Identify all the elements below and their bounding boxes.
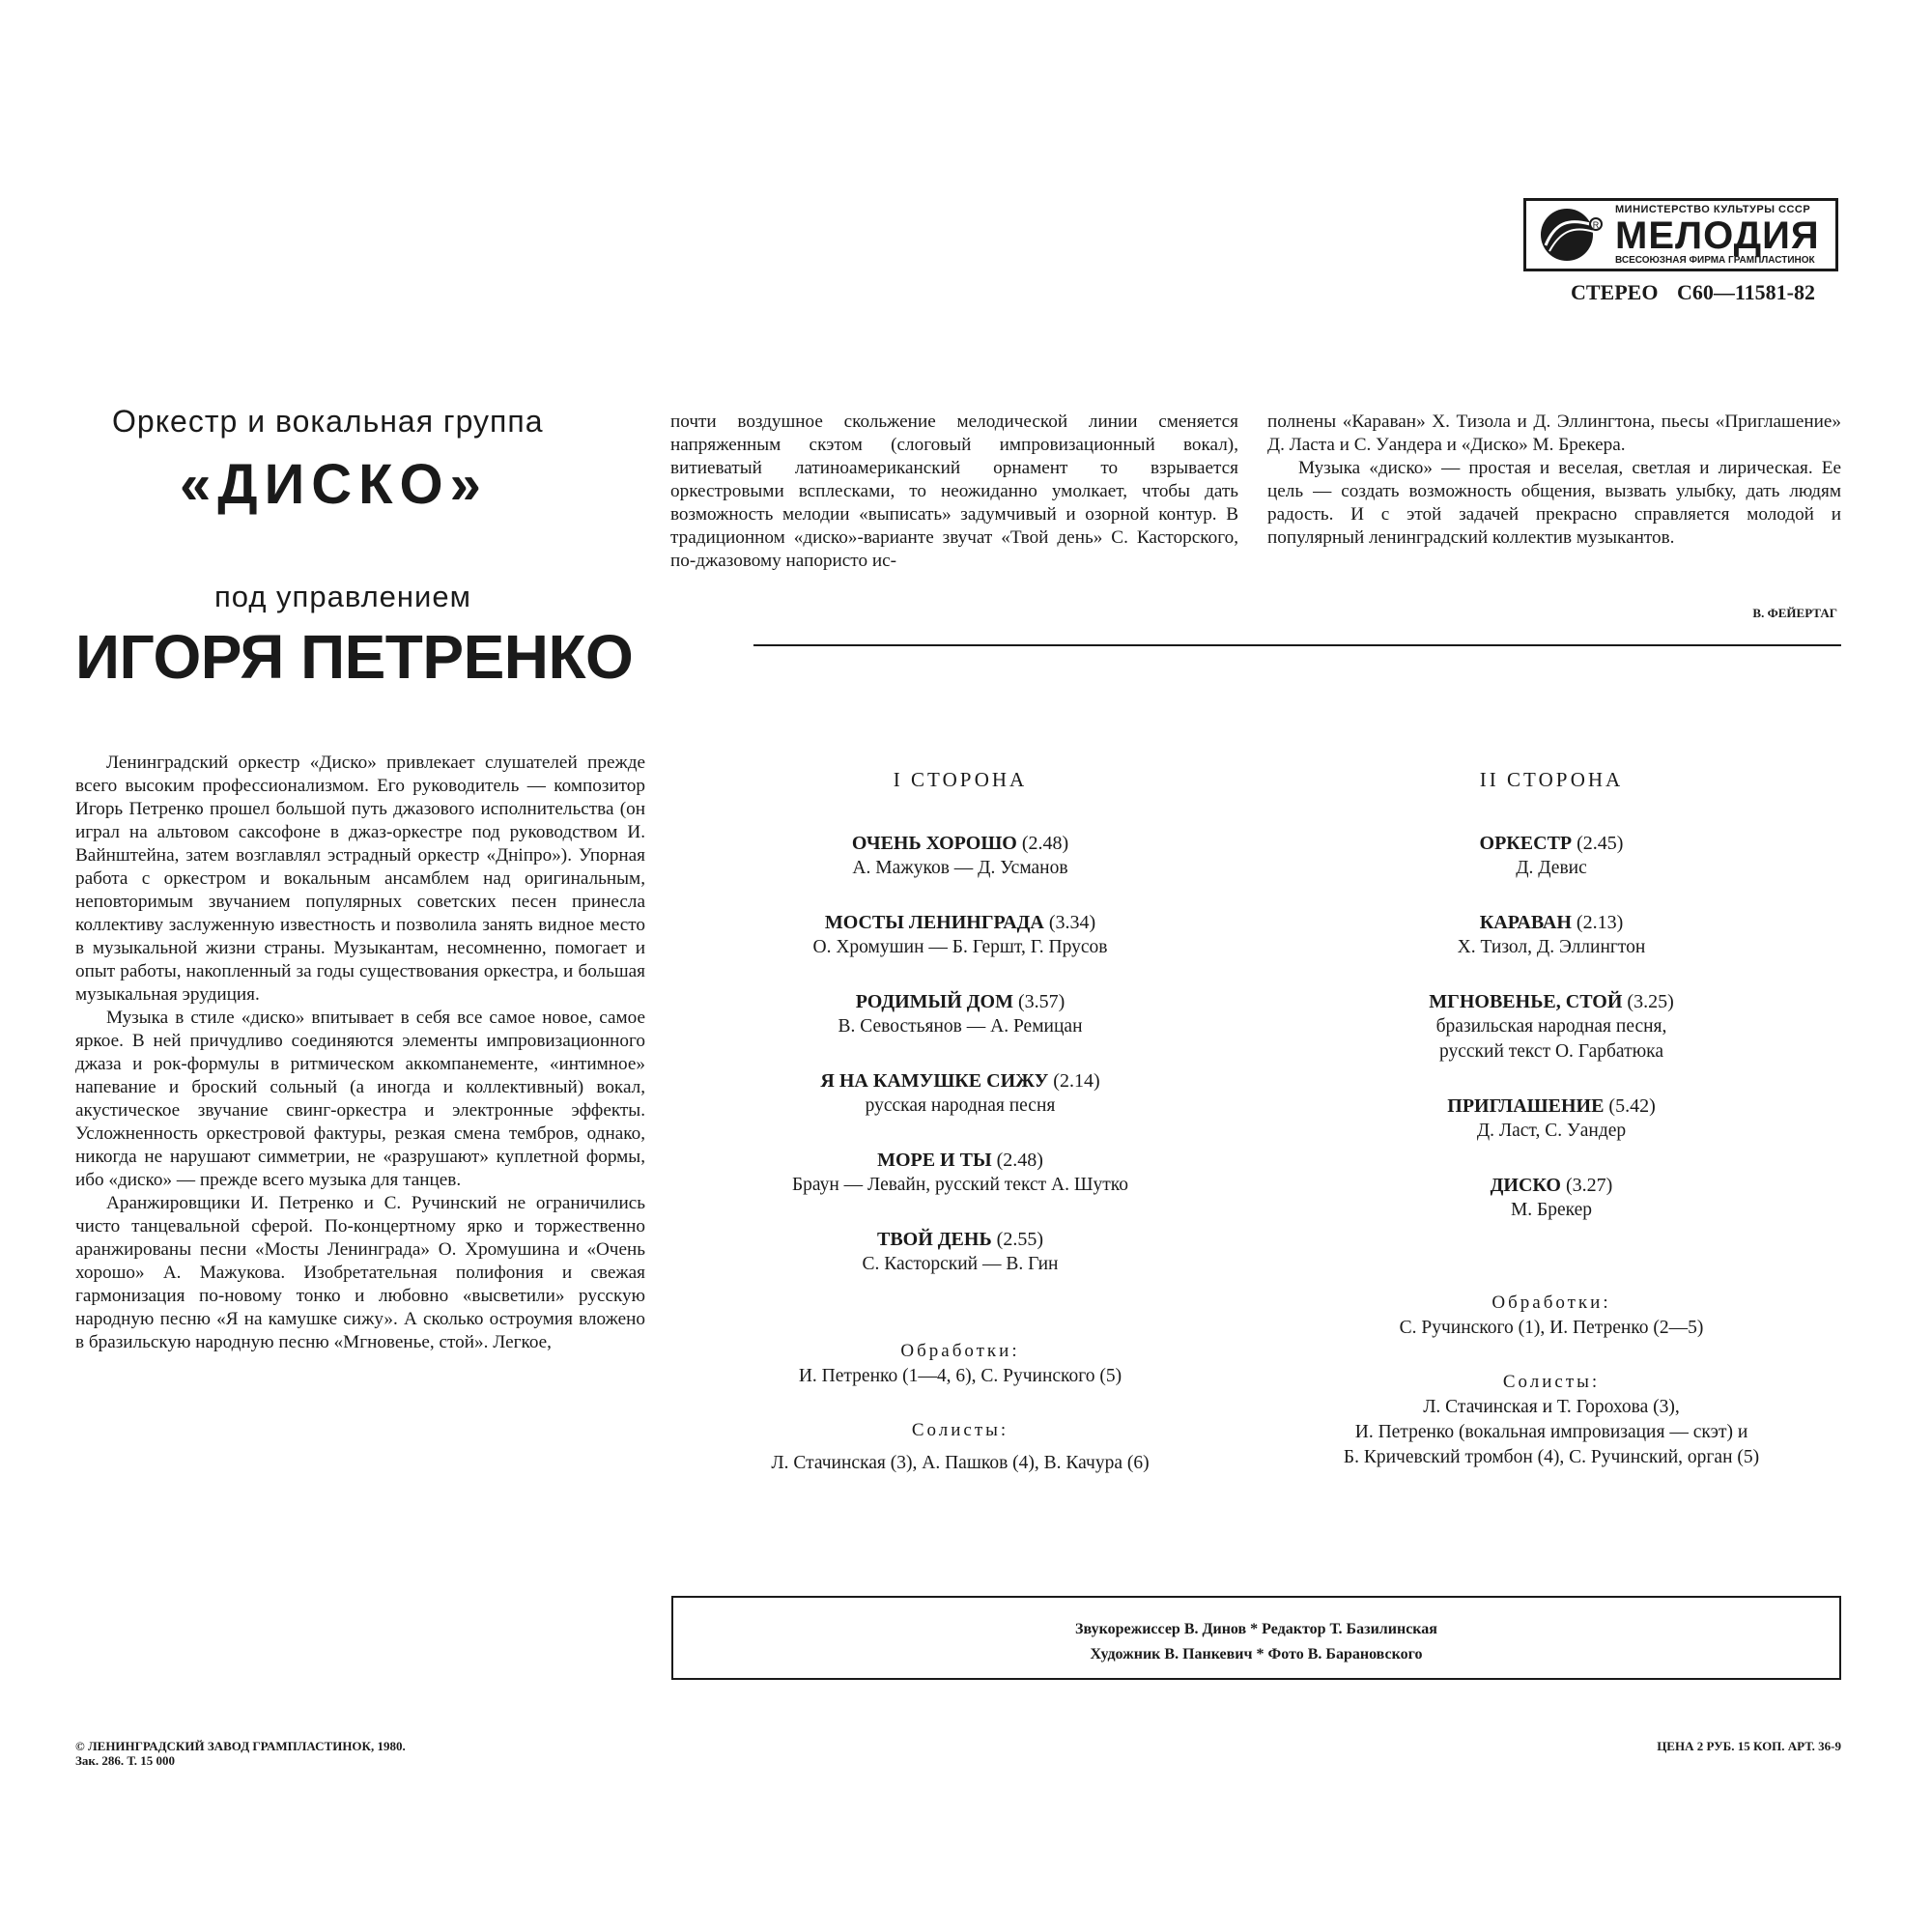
logo-ministry: МИНИСТЕРСТВО КУЛЬТУРЫ СССР	[1615, 203, 1811, 215]
track-credit: русский текст О. Гарбатюка	[1438, 1041, 1663, 1062]
track-title: ПРИГЛАШЕНИЕ	[1447, 1095, 1605, 1117]
logo-name: МЕЛОДИЯ	[1615, 213, 1820, 257]
order-number: Зак. 286. Т. 15 000	[75, 1753, 175, 1768]
track	[670, 1068, 1250, 1119]
track-credit: М. Брекер	[1510, 1200, 1593, 1220]
conductor-name: ИГОРЯ ПЕТРЕНКО	[75, 622, 634, 692]
track-time: (2.48)	[1021, 833, 1069, 854]
track-credit: Д. Девис	[1516, 858, 1587, 878]
track-credit: Браун — Левайн, русский текст А. Шутко	[791, 1175, 1129, 1195]
track	[670, 1227, 1250, 1277]
divider	[753, 644, 1841, 646]
liner-paragraph: Музыка «диско» — простая и веселая, светлая и лирическая. Ее цель — создать возможность общения, вызвать улыбку, дать людям радость. И с этой задачей прекрасно справляется молодой и популярный ленинградский коллектив музыкантов.	[1267, 458, 1841, 548]
track-title: ТВОЙ ДЕНЬ	[877, 1229, 992, 1250]
track-time: (3.25)	[1627, 991, 1674, 1012]
track	[1262, 1173, 1841, 1223]
copyright: © ЛЕНИНГРАДСКИЙ ЗАВОД ГРАМПЛАСТИНОК, 1980.	[75, 1739, 406, 1753]
track-time: (5.42)	[1608, 1095, 1656, 1117]
svg-text:R: R	[1592, 220, 1600, 230]
title-under: под управлением	[214, 580, 471, 613]
catalog-number: С60—11581-82	[1676, 280, 1815, 304]
track	[1262, 831, 1841, 881]
liner-notes-right	[1267, 411, 1841, 550]
soloists: Л. Стачинская и Т. Горохова (3),	[1423, 1397, 1680, 1417]
track-credit: А. Мажуков — Д. Усманов	[852, 858, 1068, 878]
footer-left	[75, 1739, 406, 1768]
catalog-info	[1571, 280, 1815, 305]
soloists: Б. Кричевский тромбон (4), С. Ручинский, орган (5)	[1343, 1447, 1760, 1467]
liner-notes-middle	[670, 411, 1238, 573]
melodiya-logo	[1523, 198, 1838, 271]
track	[670, 1148, 1250, 1198]
track-title: МГНОВЕНЬЕ, СТОЙ	[1429, 991, 1623, 1012]
liner-paragraph: Ленинградский оркестр «Диско» привлекает слушателей прежде всего высоким профессионализмом. Его руководитель — композитор Игорь Петренко прошел большой путь джазового исполнительства (он играл на альтовом саксофоне в джаз-оркестре под руководством И. Вайнштейна, затем возглавлял эстрадный оркестр «Дніпро»). Упорная работа с оркестром и вокальным ансамблем над оригинальным, неповторимым звучанием популярных советских песен принесла коллективу заслуженную известность и позволила занять видное место в музыкальной жизни страны. Музыкантам, несомненно, помогает и опыт работы, накопленный за годы существования оркестра, и большая музыкальная эрудиция.	[75, 753, 645, 1005]
track-credit: бразильская народная песня,	[1435, 1016, 1667, 1037]
track-time: (2.48)	[996, 1150, 1043, 1171]
track-credit: русская народная песня	[865, 1095, 1056, 1116]
title-line-1: Оркестр и вокальная группа	[112, 404, 544, 439]
track-credit: Д. Ласт, С. Уандер	[1476, 1121, 1627, 1141]
side-1-heading: I СТОРОНА	[893, 768, 1028, 791]
track-credit: В. Севостьянов — А. Ремицан	[838, 1016, 1083, 1037]
liner-paragraph: Аранжировщики И. Петренко и С. Ручинский не ограничились чисто танцевальной сферой. По-концертному ярко и торжественно аранжированы песни «Мосты Ленинграда» О. Хромушина и «Очень хорошо» А. Мажукова. Изобретательная полифония и свежая гармонизация по-новому тонко и любовно «высветили» русскую народную песню «Я на камушке сижу». А сколько остроумия вложено в бразильскую народную песню «Мгновенье, стой». Легкое,	[75, 1193, 645, 1352]
soloists: И. Петренко (вокальная импровизация — скэт) и	[1354, 1422, 1748, 1442]
arrangements: И. Петренко (1—4, 6), С. Ручинского (5)	[798, 1366, 1122, 1386]
track-time: (2.14)	[1053, 1070, 1100, 1092]
liner-paragraph: полнены «Караван» Х. Тизола и Д. Эллингтона, пьесы «Приглашение» Д. Ласта и С. Уандера и «Диско» М. Брекера.	[1267, 412, 1841, 455]
track-title: ОЧЕНЬ ХОРОШО	[851, 833, 1017, 854]
track-credit: О. Хромушин — Б. Гершт, Г. Прусов	[812, 937, 1108, 957]
track-credit: С. Касторский — В. Гин	[862, 1254, 1059, 1274]
arrangements-label: Обработки:	[900, 1341, 1020, 1361]
side-2-heading: II СТОРОНА	[1479, 768, 1624, 791]
track-title: ДИСКО	[1490, 1175, 1561, 1196]
price: ЦЕНА 2 РУБ. 15 КОП. АРТ. 36-9	[1657, 1739, 1841, 1753]
track-time: (3.34)	[1048, 912, 1096, 933]
soloists-label: Солисты:	[911, 1420, 1009, 1440]
track-title: МОСТЫ ЛЕНИНГРАДА	[824, 912, 1044, 933]
credits-line: Звукорежиссер В. Динов * Редактор Т. Базилинская	[1075, 1621, 1437, 1637]
liner-paragraph: почти воздушное скольжение мелодической линии сменяется напряженным скэтом (слоговый импровизационный вокал), витиеватый латиноамериканский орнамент то взрывается оркестровыми всплесками, то неожиданно умолкает, чтобы дать возможность мелодии «выписать» задумчивый и озорной контур. В традиционном «диско»-варианте звучат «Твой день» С. Касторского, по-джазовому напористо ис-	[670, 412, 1238, 571]
track	[670, 831, 1250, 881]
soloists-label: Солисты:	[1502, 1372, 1601, 1392]
logo-company: ВСЕСОЮЗНАЯ ФИРМА ГРАМПЛАСТИНОК	[1615, 254, 1815, 266]
track-credit: Х. Тизол, Д. Эллингтон	[1457, 937, 1646, 957]
side-1-tracklist	[670, 768, 1250, 1476]
soloists: Л. Стачинская (3), А. Пашков (4), В. Качура (6)	[771, 1453, 1150, 1473]
production-credits	[671, 1596, 1841, 1680]
signature: В. ФЕЙЕРТАГ	[1752, 606, 1837, 620]
track-time: (2.45)	[1577, 833, 1624, 854]
melodiya-logo-icon	[1526, 201, 1615, 269]
group-name: «ДИСКО»	[180, 453, 488, 516]
track	[1262, 910, 1841, 960]
track-time: (2.55)	[996, 1229, 1043, 1250]
track-title: КАРАВАН	[1479, 912, 1572, 933]
track-time: (3.57)	[1017, 991, 1065, 1012]
track-title: РОДИМЫЙ ДОМ	[855, 991, 1013, 1012]
liner-paragraph: Музыка в стиле «диско» впитывает в себя все самое новое, самое яркое. В ней причудливо соединяются элементы импровизационного джаза и рок-формулы в ритмическом аккомпанементе, «интимное» напевание и броский сольный (а иногда и коллективный) вокал, акустическое звучание свинг-оркестра и электронные эффекты. Усложненность оркестровой фактуры, резкая смена тембров, однако, никогда не нарушают симметрии, не «разрушают» куплетной формы, ибо «диско» — прежде всего музыка для танцев.	[75, 1008, 645, 1190]
track	[1262, 1094, 1841, 1144]
track	[670, 910, 1250, 960]
track	[670, 989, 1250, 1039]
track-title: ОРКЕСТР	[1479, 833, 1573, 854]
arrangements: С. Ручинского (1), И. Петренко (2—5)	[1399, 1318, 1704, 1338]
liner-notes-left	[75, 752, 645, 1354]
track-time: (2.13)	[1576, 912, 1624, 933]
track	[1262, 989, 1841, 1065]
credits-line: Художник В. Панкевич * Фото В. Барановского	[1090, 1646, 1423, 1662]
track-time: (3.27)	[1566, 1175, 1613, 1196]
stereo-label: СТЕРЕО	[1571, 280, 1659, 304]
arrangements-label: Обработки:	[1492, 1293, 1611, 1313]
track-title: МОРЕ И ТЫ	[877, 1150, 992, 1171]
track-title: Я НА КАМУШКЕ СИЖУ	[820, 1070, 1049, 1092]
side-2-tracklist	[1262, 768, 1841, 1470]
